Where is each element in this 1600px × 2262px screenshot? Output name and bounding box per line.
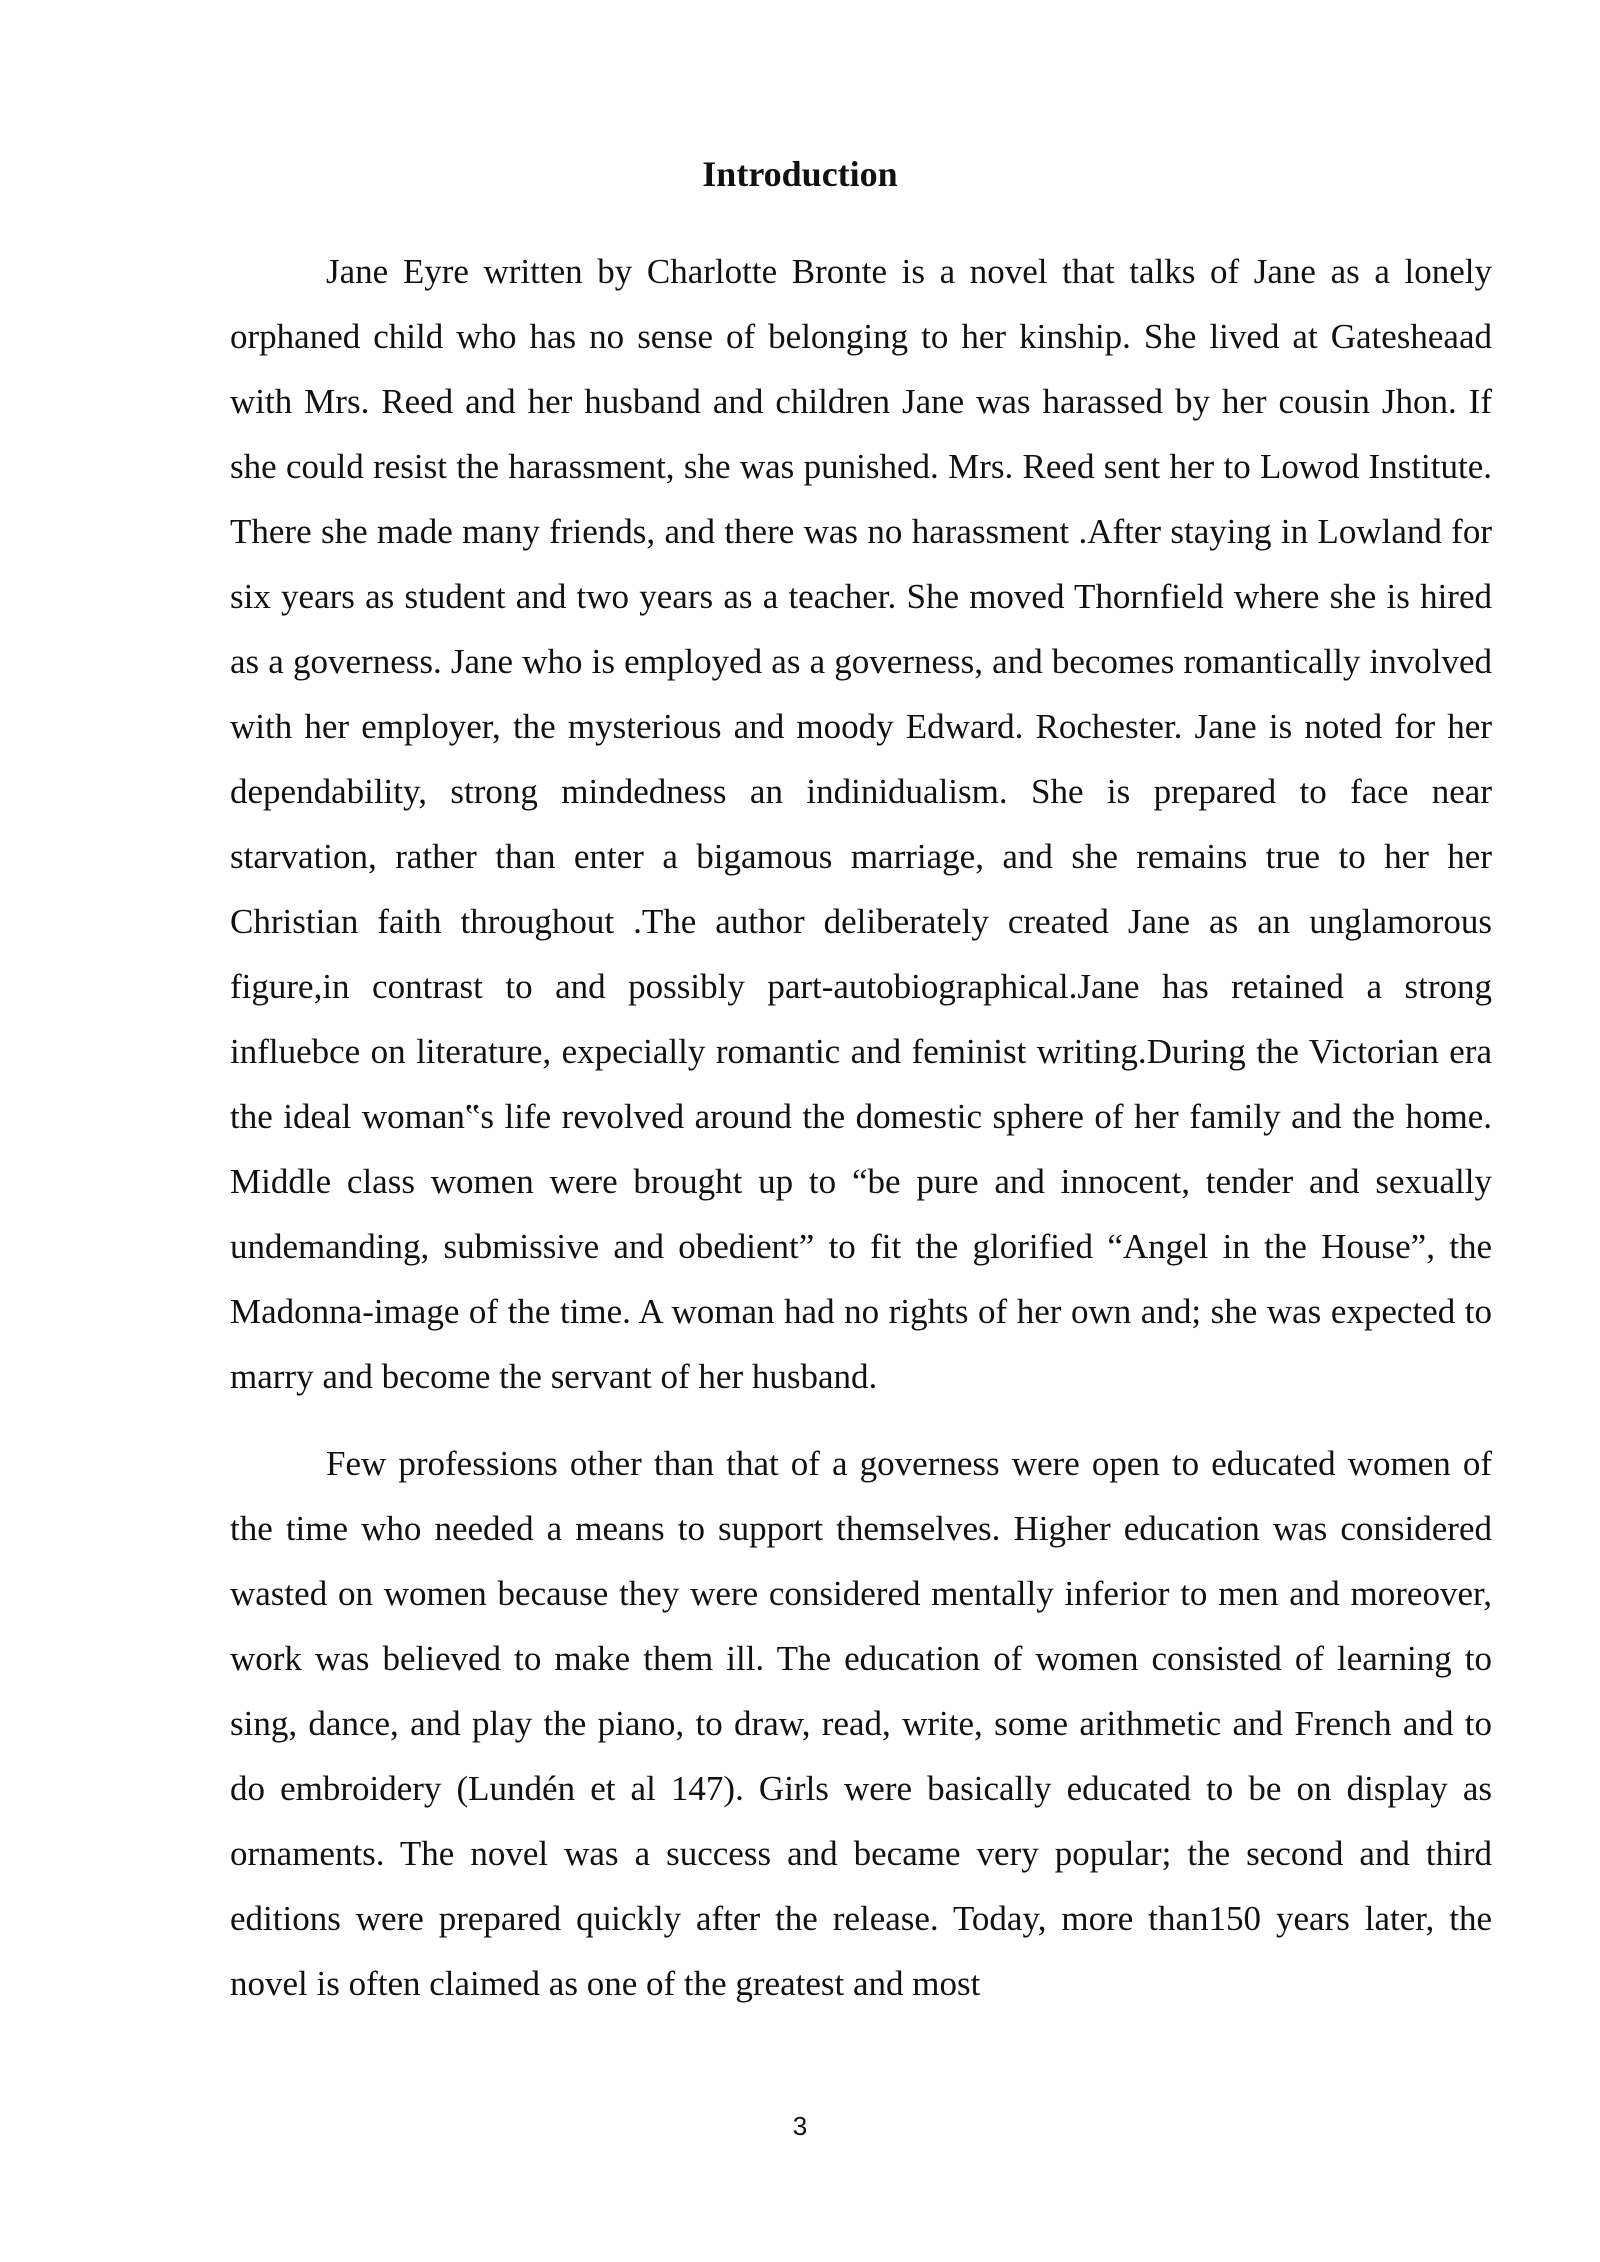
paragraph: Jane Eyre written by Charlotte Bronte is a novel that talks of Jane as a lonely orphaned child who has no sense of belonging to her kinship. She lived at Gatesheaad with Mrs. Reed and her husband and children Jane was harassed by her cousin Jhon. If she could resist the harassment, she was punished. Mrs. Reed sent her to Lowod Institute. There she made many friends, and there was no harassment .After staying in Lowland for six years as student and two years as a teacher. She moved Thornfield where she is hired as a governess. Jane who is employed as a governess, and becomes romantically involved with her employer, the mysterious and moody Edward. Rochester. Jane is noted for her dependability, strong mindedness an indinidualism. She is prepared to face near starvation, rather than enter a bigamous marriage, and she remains true to her her Christian faith throughout .The author deliberately created Jane as an unglamorous figure,in contrast to and possibly part-autobiographical.Jane has retained a strong influebce on literature, expecially romantic and feminist writing.During the Victorian era the ideal woman‟s life revolved around the domestic sphere of her family and the home. Middle class women were brought up to “be pure and innocent, tender and sexually undemanding, submissive and obedient” to fit the glorified “Angel in the House”, the Madonna-image of the time. A woman had no rights of her own and; she was expected to marry and become the servant of her husband.: [230, 252, 1492, 1396]
paragraph: Few professions other than that of a governess were open to educated women of the time who needed a means to support themselves. Higher education was considered wasted on women because they were considered mentally inferior to men and moreover, work was believed to make them ill. The education of women consisted of learning to sing, dance, and play the piano, to draw, read, write, some arithmetic and French and to do embroidery (Lundén et al 147). Girls were basically educated to be on display as ornaments. The novel was a success and became very popular; the second and third editions were prepared quickly after the release. Today, more than150 years later, the novel is often claimed as one of the greatest and most: [230, 1444, 1492, 2003]
page-number: 3: [792, 2111, 808, 2141]
section-heading: Introduction: [702, 154, 898, 194]
body-text: [230, 239, 1492, 2016]
